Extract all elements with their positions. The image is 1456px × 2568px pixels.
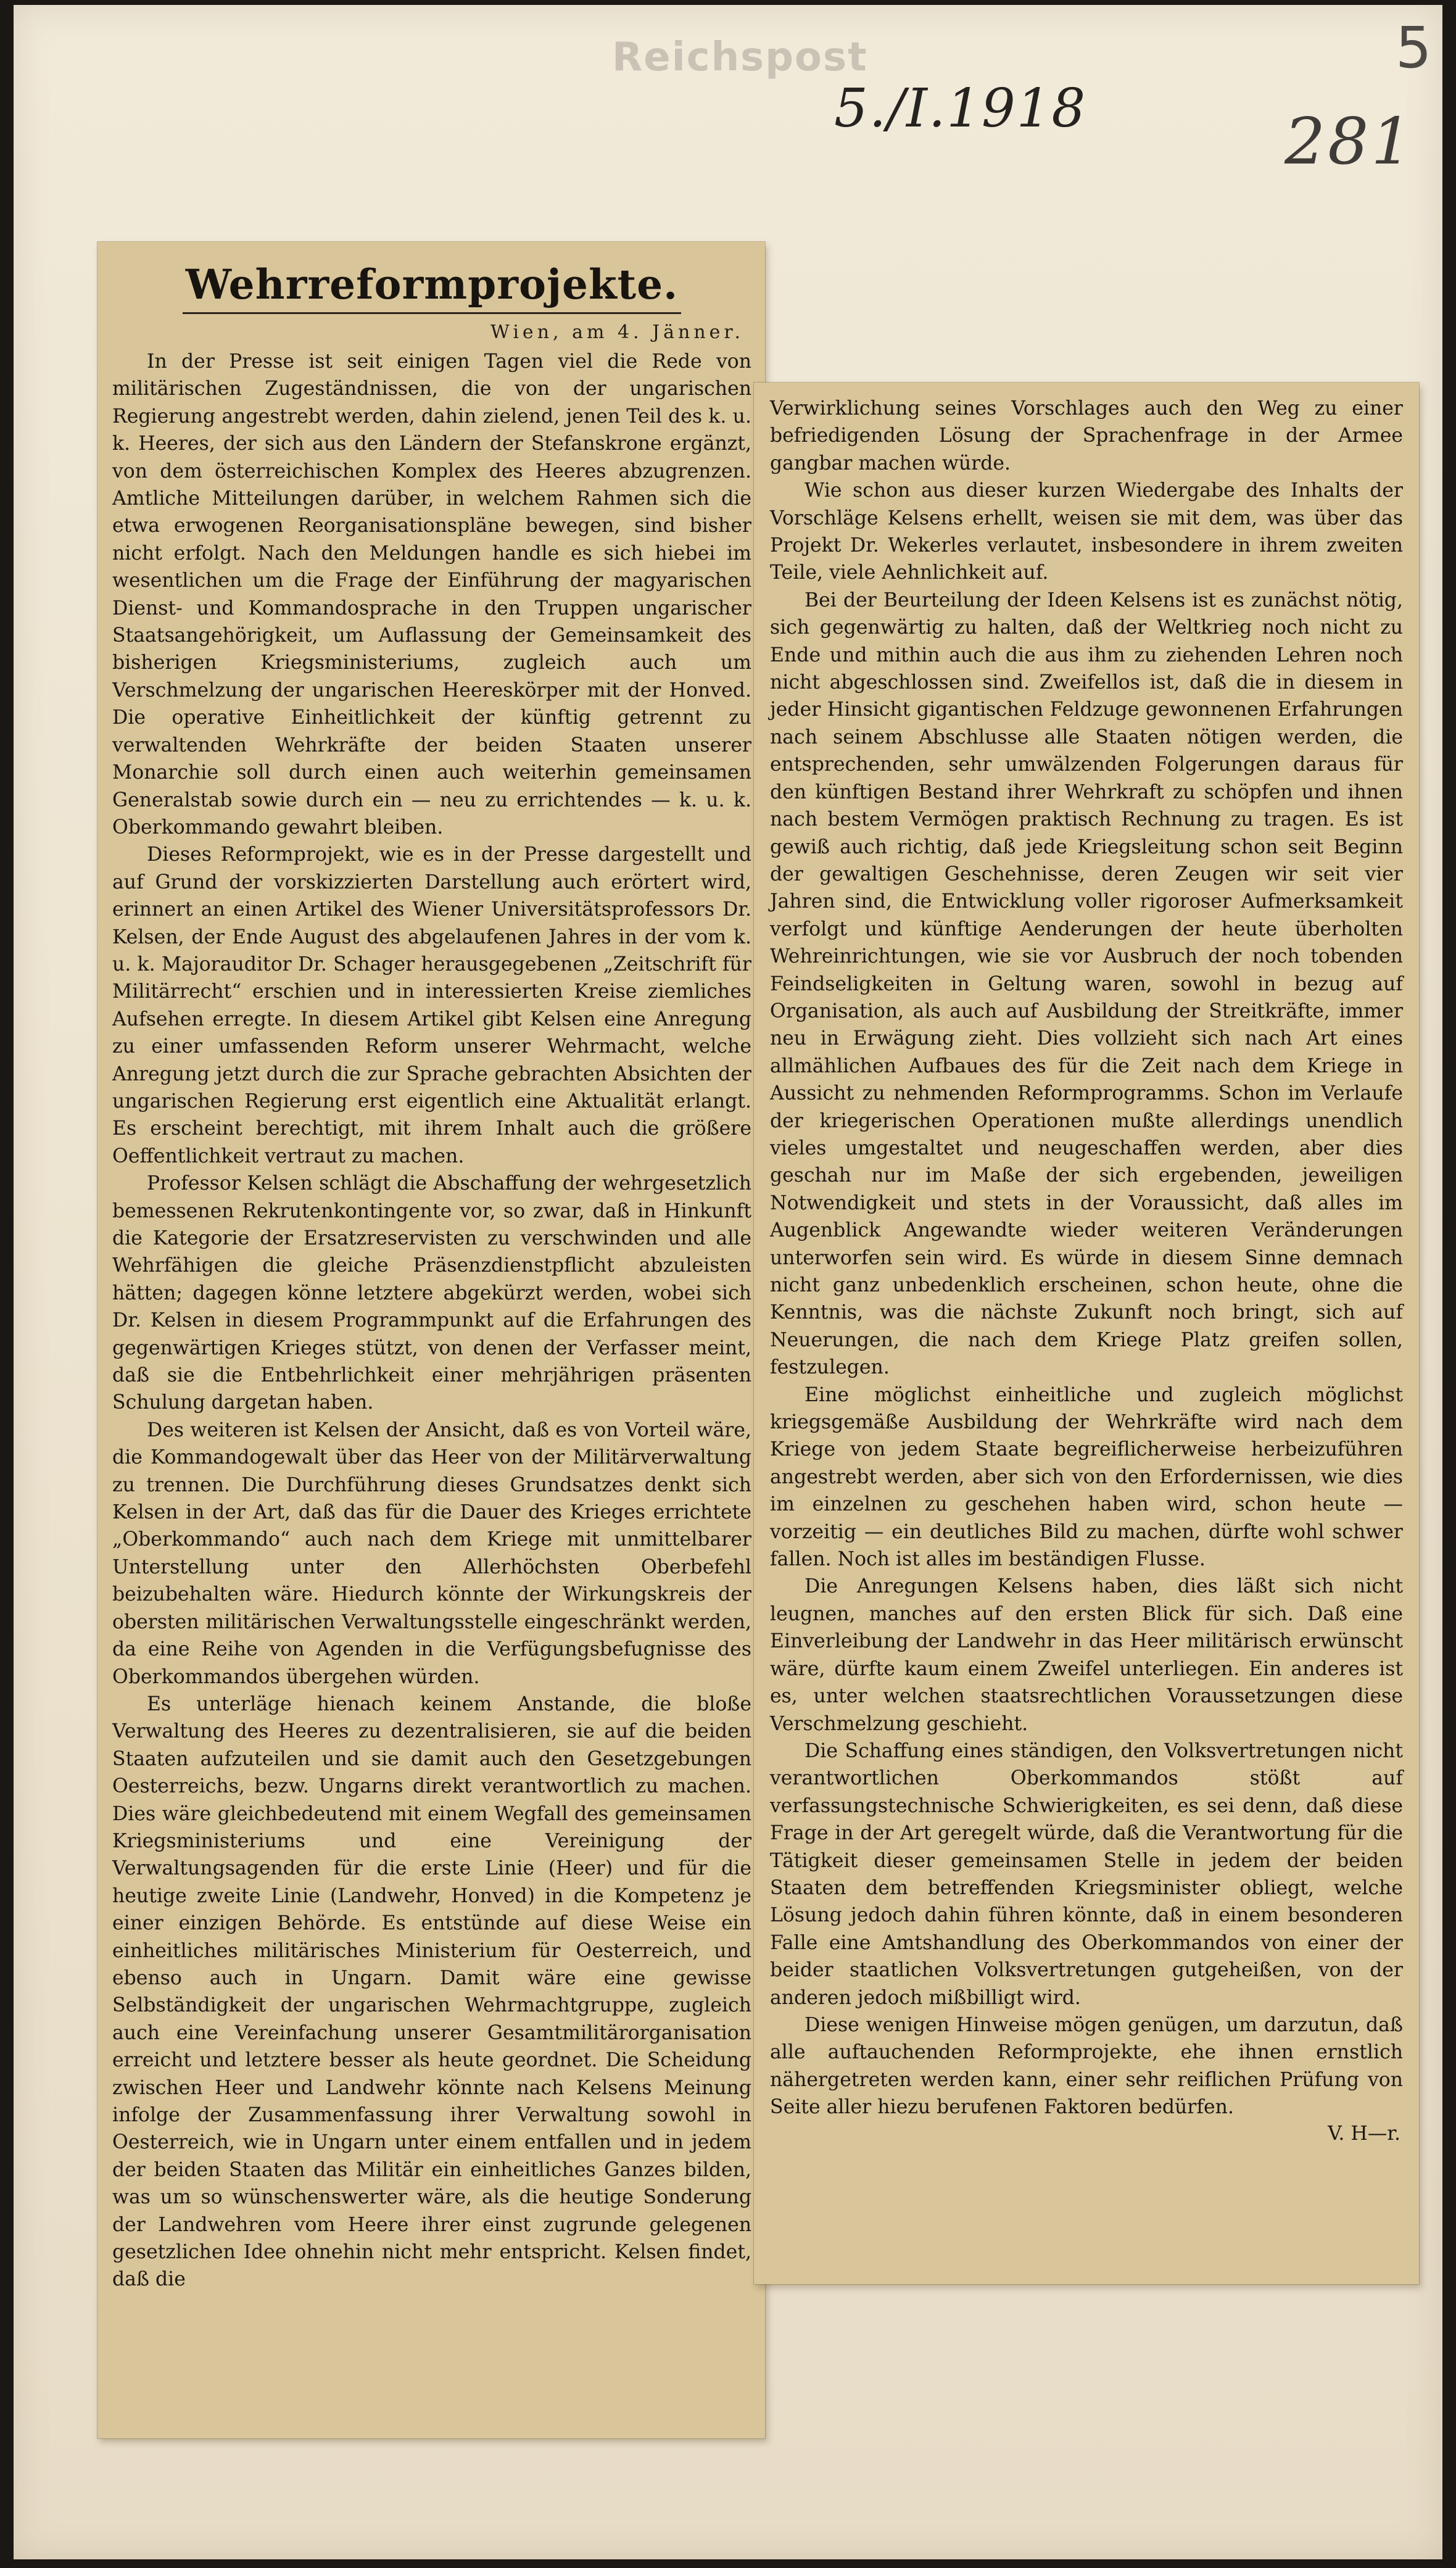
clipping-right bbox=[754, 383, 1419, 2284]
newspaper-stamp: Reichspost bbox=[612, 35, 868, 80]
paragraph: Diese wenigen Hinweise mögen genügen, um darzutun, daß alle auftauchenden Reformprojekte, ehe ihnen ernstlich nähergetreten werden kann, einer sehr reiflichen Prüfung von Seite aller hiezu berufenen Faktoren bedürfen. bbox=[770, 2013, 1403, 2119]
paragraph: Wie schon aus dieser kurzen Wiedergabe des Inhalts der Vorschläge Kelsens erhellt, weisen sie mit dem, was über das Projekt Dr. Wekerles verlautet, insbesondere in ihrem zweiten Teile, viele Aehnlichkeit auf. bbox=[770, 479, 1403, 584]
article-headline: Wehrreformprojekte. bbox=[185, 260, 679, 309]
paragraph: Professor Kelsen schlägt die Abschaffung der wehrgesetzlich bemessenen Rekrutenkontingente vor, so zwar, daß in Hinkunft die Kategorie der Ersatzreservisten zu verschwinden und alle Wehrfähigen die gleiche Präsenzdienstpflicht abzuleisten hätten; dagegen könne letztere abgekürzt werden, wobei sich Dr. Kelsen in diesem Programmpunkt auf die Erfahrungen des gegenwärtigen Krieges stützt, von denen der Verfasser meint, daß sie die Entbehrlichkeit einer mehrjährigen präsenten Schulung dargetan haben. bbox=[112, 1172, 751, 1414]
paragraph: Eine möglichst einheitliche und zugleich möglichst kriegsgemäße Ausbildung der Wehrkräfte wird nach dem Kriege von jedem Staate begreiflicherweise herbeizuführen angestrebt werden, aber sich von den Erfordernissen, wie dies im einzelnen zu geschehen haben wird, schon heute — vorzeitig — ein deutliches Bild zu machen, dürfte wohl schwer fallen. Noch ist alles im beständigen Flusse. bbox=[770, 1383, 1403, 1571]
paragraph: Die Schaffung eines ständigen, den Volksvertretungen nicht verantwortlichen Oberkommandos stößt auf verfassungstechnische Schwierigkeiten, es sei denn, daß diese Frage in der Art geregelt würde, daß die Verantwortung für die Tätigkeit dieser gemeinsamen Stelle in jedem der beiden Staaten dem betreffenden Kriegsminister obliegt, welche Lösung jedoch dahin führen könnte, daß in einem besonderen Falle eine Amtshandlung des Oberkommandos von einer der beider staatlichen Volksvertretungen gutgeheißen, von der anderen jedoch mißbilligt wird. bbox=[770, 1739, 1403, 2009]
paragraph: In der Presse ist seit einigen Tagen viel die Rede von militärischen Zugeständnissen, die von der ungarischen Regierung angestrebt werden, dahin zielend, jenen Teil des k. u. k. Heeres, der sich aus den Ländern der Stefanskrone ergänzt, von dem österreichischen Komplex des Heeres abzugrenzen. Amtliche Mitteilungen darüber, in welchem Rahmen sich die etwa erwogenen Reorganisationspläne bewegen, sind bisher nicht erfolgt. Nach den Meldungen handle es sich hiebei im wesentlichen um die Frage der Einführung der magyarischen Dienst- und Kommandosprache in den Truppen ungarischer Staatsangehörigkeit, um Auflassung der Gemeinsamkeit des bisherigen Kriegsministeriums, zugleich auch um Verschmelzung der ungarischen Heereskörper mit der Honved. Die operative Einheitlichkeit der künftig getrennt zu verwaltenden Wehrkräfte der beiden Staaten unserer Monarchie soll durch einen auch weiterhin gemeinsamen Generalstab sowie durch ein — neu zu errichtendes — k. u. k. Oberkommando gewahrt bleiben. bbox=[112, 350, 751, 839]
author-signature: V. H—r. bbox=[1328, 2122, 1400, 2145]
paragraph: Es unterläge hienach keinem Anstande, die bloße Verwaltung des Heeres zu dezentralisieren, sie auf die beiden Staaten aufzuteilen und sie damit auch den Gesetzgebungen Oesterreichs, bezw. Ungarns direkt verantwortlich zu machen. Dies wäre gleichbedeutend mit einem Wegfall des gemeinsamen Kriegsministeriums und eine Vereinigung der Verwaltungsagenden für die erste Linie (Heer) und für die heutige zweite Linie (Landwehr, Honved) in die Kompetenz je einer einzigen Behörde. Es entstünde auf diese Weise ein einheitliches militärisches Ministerium für Oesterreich, und ebenso auch in Ungarn. Damit wäre eine gewisse Selbständigkeit der ungarischen Wehrmachtgruppe, zugleich auch eine Vereinfachung unserer Gesamtmilitärorganisation erreicht und letztere besser als heute geordnet. Die Scheidung zwischen Heer und Landwehr könnte nach Kelsens Meinung infolge der Zusammenfassung ihrer Verwaltung sowohl in Oesterreich, wie in Ungarn unter einem entfallen und in jedem der beiden Staaten das Militär ein einheitliches Ganzes bilden, was um so wünschenswerter wäre, als die heutige Sonderung der Landwehren vom Heere ihrer einst zugrunde gelegenen gesetzlichen Idee ohnehin nicht mehr entspricht. Kelsen findet, daß die bbox=[112, 1692, 751, 2291]
paragraph: Dieses Reformprojekt, wie es in der Presse dargestellt und auf Grund der vorskizzierten Darstellung auch erörtert wird, erinnert an einen Artikel des Wiener Universitätsprofessors Dr. Kelsen, der Ende August des abgelaufenen Jahres in der vom k. u. k. Majorauditor Dr. Schager herausgegebenen „Zeitschrift für Militärrecht“ erschien und in interessierten Kreise ziemliches Aufsehen erregte. In diesem Artikel gibt Kelsen eine Anregung zu einer umfassenden Reform unserer Wehrmacht, welche Anregung jetzt durch die zur Sprache gebrachten Absichten der ungarischen Regierung erst eigentlich eine Aktualität erlangt. Es erscheint berechtigt, mit ihrem Inhalt auch die größere Oeffentlichkeit vertraut zu machen. bbox=[112, 843, 751, 1167]
article-dateline: Wien, am 4. Jänner. bbox=[490, 321, 744, 343]
paragraph: Verwirklichung seines Vorschlages auch den Weg zu einer befriedigenden Lösung der Sprachenfrage in der Armee gangbar machen würde. bbox=[770, 397, 1403, 474]
handwritten-date: 5./I.1918 bbox=[834, 78, 1087, 139]
paragraph: Die Anregungen Kelsens haben, dies läßt sich nicht leugnen, manches auf den ersten Blick für sich. Daß eine Einverleibung der Landwehr in das Heer militärisch erwünscht wäre, dürfte kaum einem Zweifel unterliegen. Ein anderes ist es, unter welchen staatsrechtlichen Voraussetzungen diese Verschmelzung geschieht. bbox=[770, 1575, 1403, 1735]
page-number: 5 bbox=[1396, 15, 1432, 81]
left-column-text bbox=[112, 348, 751, 2293]
right-column-text bbox=[770, 395, 1403, 2121]
paragraph: Bei der Beurteilung der Ideen Kelsens ist es zunächst nötig, sich gegenwärtig zu halten, daß der Weltkrieg noch nicht zu Ende und mithin auch die aus ihm zu ziehenden Lehren noch nicht abgeschlossen sind. Zweifellos ist, daß die in diesem in jeder Hinsicht gigantischen Feldzuge gewonnenen Erfahrungen nach seinem Abschlusse alle Staaten nötigen werden, die entsprechenden, sehr umwälzenden Folgerungen daraus für den künftigen Bestand ihrer Wehrkraft zu schöpfen und ihnen nach bestem Vermögen praktisch Rechnung zu tragen. Es ist gewiß auch richtig, daß jede Kriegsleitung schon seit Beginn der gewaltigen Geschehnisse, deren Zeugen wir seit vier Jahren sind, die Entwicklung voller rigoroser Aufmerksamkeit verfolgt und künftige Aenderungen der heute überholten Wehreinrichtungen, wie sie vor Ausbruch der noch tobenden Feindseligkeiten in Geltung waren, sowohl in bezug auf Organisation, als auch auf Ausbildung der Streitkräfte, immer neu in Erwägung zieht. Dies vollzieht sich nach Art eines allmählichen Aufbaues des für die Zeit nach dem Kriege in Aussicht zu nehmenden Reformprogramms. Schon im Verlaufe der kriegerischen Operationen mußte allerdings unendlich vieles umgestaltet und neugeschaffen werden, aber dies geschah nur im Maße der sich ergebenden, jeweiligen Notwendigkeit und stets in der Voraussicht, daß alles im Augenblick Angewandte wieder weiteren Veränderungen unterworfen sein wird. Es würde in diesem Sinne demnach nicht ganz unbedenklich erscheinen, schon heute, ohne die Kenntnis, was die nächste Zukunft noch bringt, sich auf Neuerungen, die nach dem Kriege Platz greifen sollen, festzulegen. bbox=[770, 589, 1403, 1379]
headline-rule bbox=[183, 312, 681, 314]
archive-number: 281 bbox=[1284, 104, 1415, 179]
clipping-left bbox=[97, 242, 765, 2438]
paragraph: Des weiteren ist Kelsen der Ansicht, daß es von Vorteil wäre, die Kommandogewalt über das Heer von der Militärverwaltung zu trennen. Die Durchführung dieses Grundsatzes denkt sich Kelsen in der Art, daß das für die Dauer des Krieges errichtete „Oberkommando“ auch nach dem Kriege mit unmittelbarer Unterstellung unter den Allerhöchsten Oberbefehl beizubehalten wäre. Hiedurch könnte der Wirkungskreis der obersten militärischen Verwaltungsstelle eingeschränkt werden, da eine Reihe von Agenden in die Verfügungsbefugnisse des Oberkommandos übergehen würden. bbox=[112, 1419, 751, 1688]
